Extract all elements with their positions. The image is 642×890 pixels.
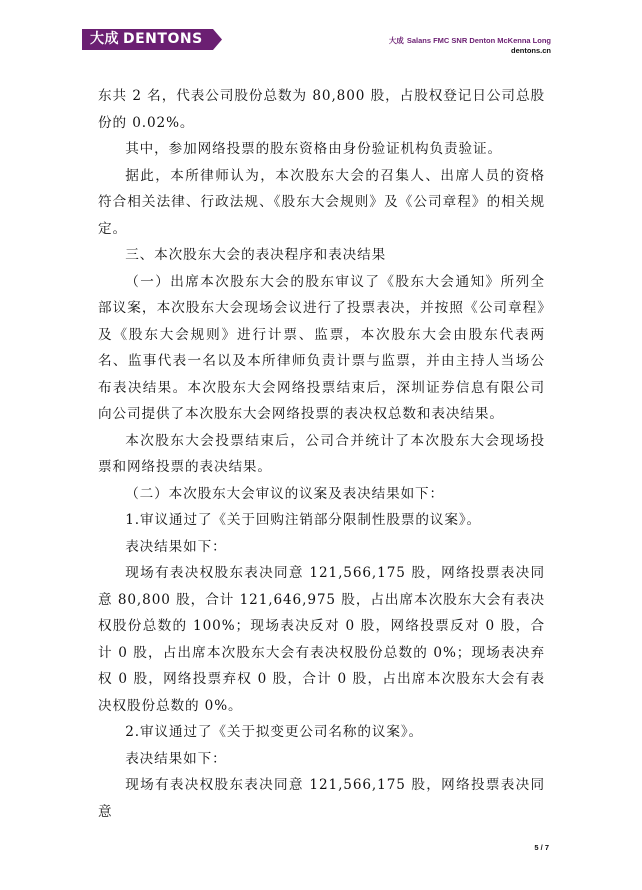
logo-text bbox=[90, 31, 203, 48]
firm-names bbox=[389, 36, 551, 46]
firm-names-english: Salans FMC SNR Denton McKenna Long bbox=[406, 36, 551, 45]
body-paragraph: 2.审议通过了《关于拟变更公司名称的议案》。 bbox=[125, 724, 424, 740]
body-paragraph: 据此，本所律师认为，本次股东大会的召集人、出席人员的资格符合相关法律、行政法规、《股东大会规则》及《公司章程》的相关规定。 bbox=[98, 167, 545, 237]
body-paragraph: （一）出席本次股东大会的股东审议了《股东大会通知》所列全部议案，本次股东大会现场会议进行了投票表决，并按照《公司章程》及《股东大会规则》进行计票、监票，本次股东大会由股东代表两名、监事代表一名以及本所律师负责计票与监票，并由主持人当场公布表决结果。本次股东大会网络投票结束后，深圳证券信息有限公司向公司提供了本次股东大会网络投票的表决权总数和表决结果。 bbox=[98, 273, 545, 422]
body-paragraph: 东共 2 名，代表公司股份总数为 80,800 股，占股权登记日公司总股份的 0.02%。 bbox=[98, 88, 545, 131]
header-firm-info bbox=[389, 36, 551, 56]
section-heading: 三、本次股东大会的表决程序和表决结果 bbox=[125, 247, 387, 263]
firm-name-chinese: 大成 bbox=[388, 36, 404, 45]
body-paragraph: （二）本次股东大会审议的议案及表决结果如下： bbox=[125, 485, 445, 502]
body-paragraph: 其中，参加网络投票的股东资格由身份验证机构负责验证。 bbox=[125, 141, 503, 157]
website-link[interactable]: dentons.cn bbox=[510, 46, 551, 55]
logo-english-name: DENTONS bbox=[123, 31, 203, 47]
document-body bbox=[98, 83, 545, 825]
body-paragraph: 现场有表决权股东表决同意 121,566,175 股，网络投票表决同意 80,800 股，合计 121,646,975 股，占出席本次股东大会有表决权股份总数的 100%；现场表决反对 0 股，网络投票反对 0 股，合计 0 股，占出席本次股东大会有表决权股份总数的 0%；现场表决弃权 0 股，网络投票弃权 0 股，合计 0 股，占出席本次股东大会有表决权股份总数的 0%。 bbox=[98, 565, 545, 714]
dentons-logo bbox=[82, 29, 222, 50]
page-number: 5 / 7 bbox=[534, 843, 549, 852]
body-paragraph: 本次股东大会投票结束后，公司合并统计了本次股东大会现场投票和网络投票的表决结果。 bbox=[98, 432, 545, 475]
body-paragraph: 现场有表决权股东表决同意 121,566,175 股，网络投票表决同意 bbox=[98, 777, 545, 820]
body-paragraph: 表决结果如下： bbox=[125, 538, 227, 555]
logo-chinese-name: 大成 bbox=[90, 31, 119, 47]
body-paragraph: 1.审议通过了《关于回购注销部分限制性股票的议案》。 bbox=[125, 512, 482, 528]
body-paragraph: 表决结果如下： bbox=[125, 750, 227, 767]
